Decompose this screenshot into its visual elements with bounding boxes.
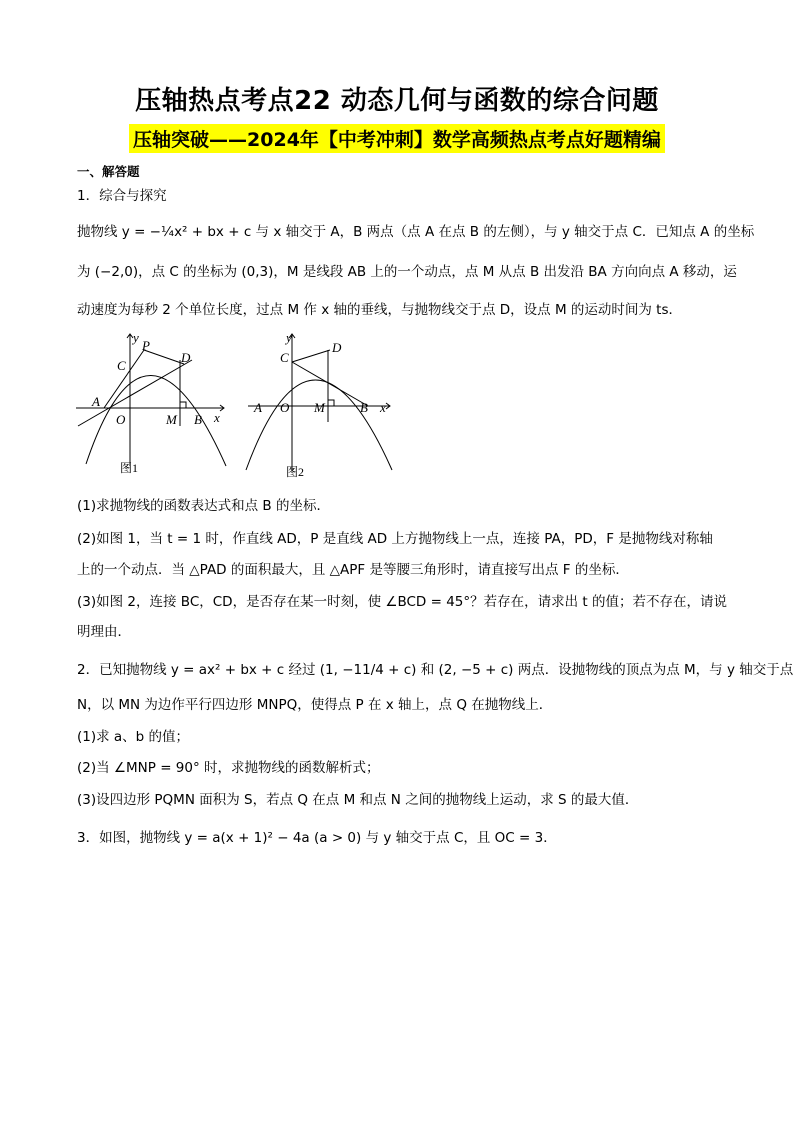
page-subtitle: 压轴突破——2024年【中考冲刺】数学高频热点考点好题精编 <box>129 124 665 153</box>
q1-part2-line1: (2)如图 1，当 t = 1 时，作直线 AD，P 是直线 AD 上方抛物线上一点，连接 PA，PD，F 是抛物线对称轴 <box>77 531 713 547</box>
fig1-label-O: O <box>116 412 126 427</box>
fig2-label-x: x <box>380 400 386 415</box>
fig1-label-y: y <box>133 330 139 345</box>
fig1-caption: 图1 <box>120 461 139 475</box>
fig1-label-C: C <box>117 358 126 373</box>
q1-title: 1．综合与探究 <box>77 188 167 204</box>
fig1-right-angle <box>180 402 186 408</box>
page-title: 压轴热点考点22 动态几何与函数的综合问题 <box>135 86 659 116</box>
fig2-caption: 图2 <box>286 465 305 478</box>
fig2-label-A: A <box>254 400 262 415</box>
fig2-label-D: D <box>332 340 342 355</box>
fig2-label-y: y <box>286 330 292 345</box>
q2-part2: (2)当 ∠MNP = 90° 时，求抛物线的函数解析式； <box>77 760 380 776</box>
fig1-label-A: A <box>92 394 100 409</box>
fig2-label-C: C <box>280 350 289 365</box>
q1-part3-line2: 明理由． <box>77 624 131 640</box>
fig1-parabola <box>86 375 226 466</box>
fig2-parabola <box>246 380 392 470</box>
fig2-label-O: O <box>280 400 290 415</box>
q1-text-line1: 抛物线 y = −¼x² + bx + c 与 x 轴交于 A，B 两点（点 A 在点 B 的左侧），与 y 轴交于点 C．已知点 A 的坐标 <box>77 224 755 240</box>
fig1-label-B: B <box>194 412 202 427</box>
q2-text-line1: 2．已知抛物线 y = ax² + bx + c 经过 (1, −11/4 + c) 和 (2, −5 + c) 两点．设抛物线的顶点为点 M，与 y 轴交于点 <box>77 662 794 678</box>
fig2-label-B: B <box>360 400 368 415</box>
fig1-label-M: M <box>166 412 177 427</box>
fig1-segment-PD <box>144 350 184 364</box>
figure-2 <box>242 330 402 478</box>
q2-part3: (3)设四边形 PQMN 面积为 S，若点 Q 在点 M 和点 N 之间的抛物线上运动，求 S 的最大值． <box>77 792 639 808</box>
fig2-label-M: M <box>314 400 325 415</box>
q1-part1: (1)求抛物线的函数表达式和点 B 的坐标． <box>77 498 330 514</box>
fig2-segment-CB <box>292 362 368 406</box>
fig2-segment-CD <box>292 350 330 362</box>
q2-part1: (1)求 a、b 的值； <box>77 729 190 745</box>
q2-text-line2: N，以 MN 为边作平行四边形 MNPQ，使得点 P 在 x 轴上，点 Q 在抛物线上． <box>77 697 553 713</box>
q1-text-line3: 动速度为每秒 2 个单位长度，过点 M 作 x 轴的垂线，与抛物线交于点 D，设点 M 的运动时间为 ts． <box>77 302 683 318</box>
figure-1 <box>74 330 234 478</box>
fig1-label-P: P <box>142 338 150 353</box>
section-heading: 一、解答题 <box>77 164 140 179</box>
q3-text-line1: 3．如图，抛物线 y = a(x + 1)² − 4a (a > 0) 与 y 轴交于点 C，且 OC = 3． <box>77 830 557 846</box>
fig1-label-x: x <box>214 410 220 425</box>
subtitle-wrap <box>0 124 794 153</box>
fig1-label-D: D <box>181 350 191 365</box>
q1-part3-line1: (3)如图 2，连接 BC，CD，是否存在某一时刻，使 ∠BCD = 45°？若存在，请求出 t 的值；若不存在，请说 <box>77 594 728 610</box>
q1-part2-line2: 上的一个动点．当 △PAD 的面积最大，且 △APF 是等腰三角形时，请直接写出点 F 的坐标． <box>77 562 629 578</box>
fig2-right-angle <box>328 400 334 406</box>
q1-text-line2: 为 (−2,0)，点 C 的坐标为 (0,3)，M 是线段 AB 上的一个动点，点 M 从点 B 出发沿 BA 方向向点 A 移动，运 <box>77 264 737 280</box>
